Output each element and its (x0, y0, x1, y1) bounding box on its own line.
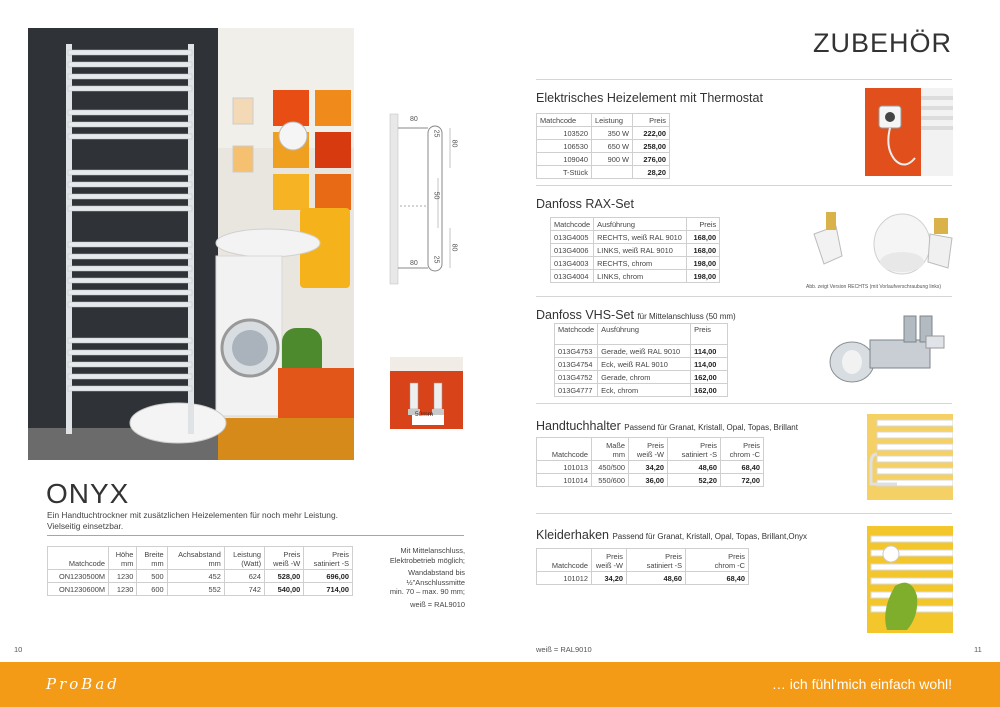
table-cell: LINKS, weiß RAL 9010 (594, 244, 687, 257)
table-cell: 350 W (592, 127, 633, 140)
table-cell: 106530 (537, 140, 592, 153)
towel-holder-photo (867, 414, 953, 500)
table-cell: 48,60 (627, 572, 686, 585)
section-subtitle: für Mittelanschluss (50 mm) (637, 312, 736, 321)
table-row (555, 371, 728, 384)
table-cell: T-Stück (537, 166, 592, 179)
table-row (537, 153, 670, 166)
section-title-vhs-set (536, 308, 736, 322)
note-line: ½"Anschlussmitte (406, 577, 465, 587)
accent-rule (47, 535, 464, 536)
table-cell: Gerade, chrom (598, 371, 691, 384)
table-cell: 52,20 (668, 474, 721, 487)
note-line: Wandabstand bis (408, 568, 465, 578)
table-cell: 198,00 (687, 270, 720, 283)
table-row (537, 474, 764, 487)
table-cell: 36,00 (629, 474, 668, 487)
table-cell: 1230 (108, 570, 136, 583)
table-header: Höhe mm (108, 547, 136, 570)
table-cell: 013G4006 (551, 244, 594, 257)
table-header: Matchcode (537, 549, 592, 572)
product-description-line: Vielseitig einsetzbar. (47, 520, 124, 531)
dim-bottom-height: 80 (450, 243, 458, 252)
table-header: Matchcode (537, 438, 592, 461)
note-line: Mit Mittelanschluss, (400, 546, 465, 555)
clothes-hook-photo (867, 526, 953, 633)
table-cell: 013G4752 (555, 371, 598, 384)
table-cell: Eck, weiß RAL 9010 (598, 358, 691, 371)
section-title-heating-element: Elektrisches Heizelement mit Thermostat (536, 91, 763, 105)
table-cell: 72,00 (721, 474, 764, 487)
table-cell: 198,00 (687, 257, 720, 270)
table-cell: 68,40 (721, 461, 764, 474)
table-cell: 34,20 (592, 572, 627, 585)
table-header: Ausführung (594, 218, 687, 231)
table-cell: 168,00 (687, 231, 720, 244)
divider (536, 513, 952, 514)
table-row (537, 166, 670, 179)
table-cell: 013G4753 (555, 345, 598, 358)
heating-element-photo (865, 88, 953, 176)
section-title-towel-holder (536, 419, 798, 433)
page-title: ZUBEHÖR (812, 28, 952, 58)
table-cell: 624 (224, 570, 264, 583)
table-cell: 114,00 (691, 345, 728, 358)
table-cell: RECHTS, chrom (594, 257, 687, 270)
table-row (537, 461, 764, 474)
footer-bar (0, 662, 1000, 707)
table-cell: 600 (137, 583, 167, 596)
table-header: Preis satiniert -S (668, 438, 721, 461)
table-cell: 101012 (537, 572, 592, 585)
table-cell: 101013 (537, 461, 592, 474)
table-header: Preis satiniert -S (304, 547, 353, 570)
table-header: Leistung (Watt) (224, 547, 264, 570)
rax-image-caption: Abb. zeigt Version RECHTS (mit Vorlaufverschraubung links) (806, 284, 942, 290)
note-line: weiß = RAL9010 (410, 599, 465, 609)
table-row (537, 127, 670, 140)
onyx-spec-table (47, 546, 353, 596)
footer-slogan: … ich fühl'mich einfach wohl! (771, 676, 952, 692)
footnote: weiß = RAL9010 (536, 645, 592, 654)
table-cell: 1230 (108, 583, 136, 596)
table-cell: 222,00 (633, 127, 670, 140)
divider (536, 185, 952, 186)
product-description (47, 510, 338, 531)
table-cell: 258,00 (633, 140, 670, 153)
table-cell: 34,20 (629, 461, 668, 474)
table-header: Ausführung (598, 324, 691, 345)
rax-set-table (550, 217, 720, 283)
valve-detail-photo (390, 357, 463, 429)
table-cell: 013G4003 (551, 257, 594, 270)
table-cell: 452 (167, 570, 224, 583)
table-cell: 552 (167, 583, 224, 596)
table-header: Matchcode (551, 218, 594, 231)
page-number-left: 10 (14, 645, 23, 654)
section-subtitle: Passend für Granat, Kristall, Opal, Topas, Brillant (624, 423, 798, 432)
vhs-valve-image (822, 310, 952, 390)
probad-logo: ProBad (46, 675, 120, 693)
table-row (537, 140, 670, 153)
note-line: Elektrobetrieb möglich; (389, 555, 465, 565)
table-cell: ON1230500M (48, 570, 109, 583)
dim-top-width: 80 (410, 116, 418, 123)
table-header: Matchcode (555, 324, 598, 345)
table-row (551, 244, 720, 257)
table-row (555, 384, 728, 397)
dim-middle: 50 (432, 191, 440, 200)
dim-bottom-spacing: 25 (432, 255, 440, 264)
table-cell: 528,00 (265, 570, 304, 583)
clothes-hook-table (536, 548, 749, 585)
table-cell: 48,60 (668, 461, 721, 474)
dim-bottom-width: 80 (410, 260, 418, 267)
table-row (555, 358, 728, 371)
table-header: Preis satiniert -S (627, 549, 686, 572)
page-number-right: 11 (974, 645, 982, 654)
table-cell: Eck, chrom (598, 384, 691, 397)
table-header: Leistung (592, 114, 633, 127)
table-cell: 900 W (592, 153, 633, 166)
bathroom-photo (28, 28, 354, 460)
table-header: Breite mm (137, 547, 167, 570)
valve-detail-label: 50mm (415, 411, 434, 418)
table-cell: LINKS, chrom (594, 270, 687, 283)
table-row (48, 583, 353, 596)
table-cell: 550/600 (592, 474, 629, 487)
note-line: min. 70 – max. 90 mm; (389, 587, 465, 597)
table-header: Preis (691, 324, 728, 345)
table-header: Preis weiß -W (265, 547, 304, 570)
table-cell: 013G4777 (555, 384, 598, 397)
table-cell: 162,00 (691, 384, 728, 397)
table-cell: 540,00 (265, 583, 304, 596)
product-notes (365, 546, 465, 610)
table-cell (592, 166, 633, 179)
table-cell: 650 W (592, 140, 633, 153)
divider (536, 403, 952, 404)
divider (536, 296, 952, 297)
table-row (551, 270, 720, 283)
product-title: ONYX (46, 478, 130, 509)
table-cell: ON1230600M (48, 583, 109, 596)
table-row (537, 572, 749, 585)
table-cell: Gerade, weiß RAL 9010 (598, 345, 691, 358)
table-cell: 28,20 (633, 166, 670, 179)
vhs-set-table (554, 323, 728, 397)
table-cell: 101014 (537, 474, 592, 487)
table-header: Matchcode (48, 547, 109, 570)
table-row (551, 257, 720, 270)
table-cell: 013G4754 (555, 358, 598, 371)
table-cell: 714,00 (304, 583, 353, 596)
section-title-rax-set: Danfoss RAX-Set (536, 197, 634, 211)
rax-valves-image (806, 204, 956, 280)
section-title-text: Danfoss VHS-Set (536, 308, 634, 322)
table-cell: 114,00 (691, 358, 728, 371)
table-header: Achsabstand mm (167, 547, 224, 570)
table-cell: 013G4004 (551, 270, 594, 283)
table-cell: 109040 (537, 153, 592, 166)
table-header: Preis weiß -W (629, 438, 668, 461)
table-header: Preis (687, 218, 720, 231)
divider (536, 79, 952, 80)
heating-element-table (536, 113, 670, 179)
table-cell: 696,00 (304, 570, 353, 583)
table-header: Preis chrom -C (721, 438, 764, 461)
table-cell: 68,40 (686, 572, 749, 585)
dimension-drawing (388, 108, 464, 290)
table-row (48, 570, 353, 583)
table-cell: 276,00 (633, 153, 670, 166)
table-cell: 742 (224, 583, 264, 596)
product-description-line: Ein Handtuchtrockner mit zusätzlichen Heizelementen für noch mehr Leistung. (47, 510, 338, 520)
table-cell: 103520 (537, 127, 592, 140)
table-row (551, 231, 720, 244)
towel-holder-table (536, 437, 764, 487)
table-cell: 162,00 (691, 371, 728, 384)
table-header: Preis (633, 114, 670, 127)
table-header: Matchcode (537, 114, 592, 127)
table-header: Preis weiß -W (592, 549, 627, 572)
table-cell: 013G4005 (551, 231, 594, 244)
section-subtitle: Passend für Granat, Kristall, Opal, Topas, Brillant,Onyx (612, 532, 808, 541)
section-title-clothes-hook (536, 528, 807, 542)
table-cell: 450/500 (592, 461, 629, 474)
table-cell: RECHTS, weiß RAL 9010 (594, 231, 687, 244)
dim-top-spacing: 25 (432, 129, 440, 138)
table-header: Maße mm (592, 438, 629, 461)
table-header: Preis chrom -C (686, 549, 749, 572)
table-cell: 500 (137, 570, 167, 583)
section-title-text: Handtuchhalter (536, 419, 621, 433)
section-title-text: Kleiderhaken (536, 528, 609, 542)
table-cell: 168,00 (687, 244, 720, 257)
table-row (555, 345, 728, 358)
dim-top-height: 80 (450, 139, 458, 148)
